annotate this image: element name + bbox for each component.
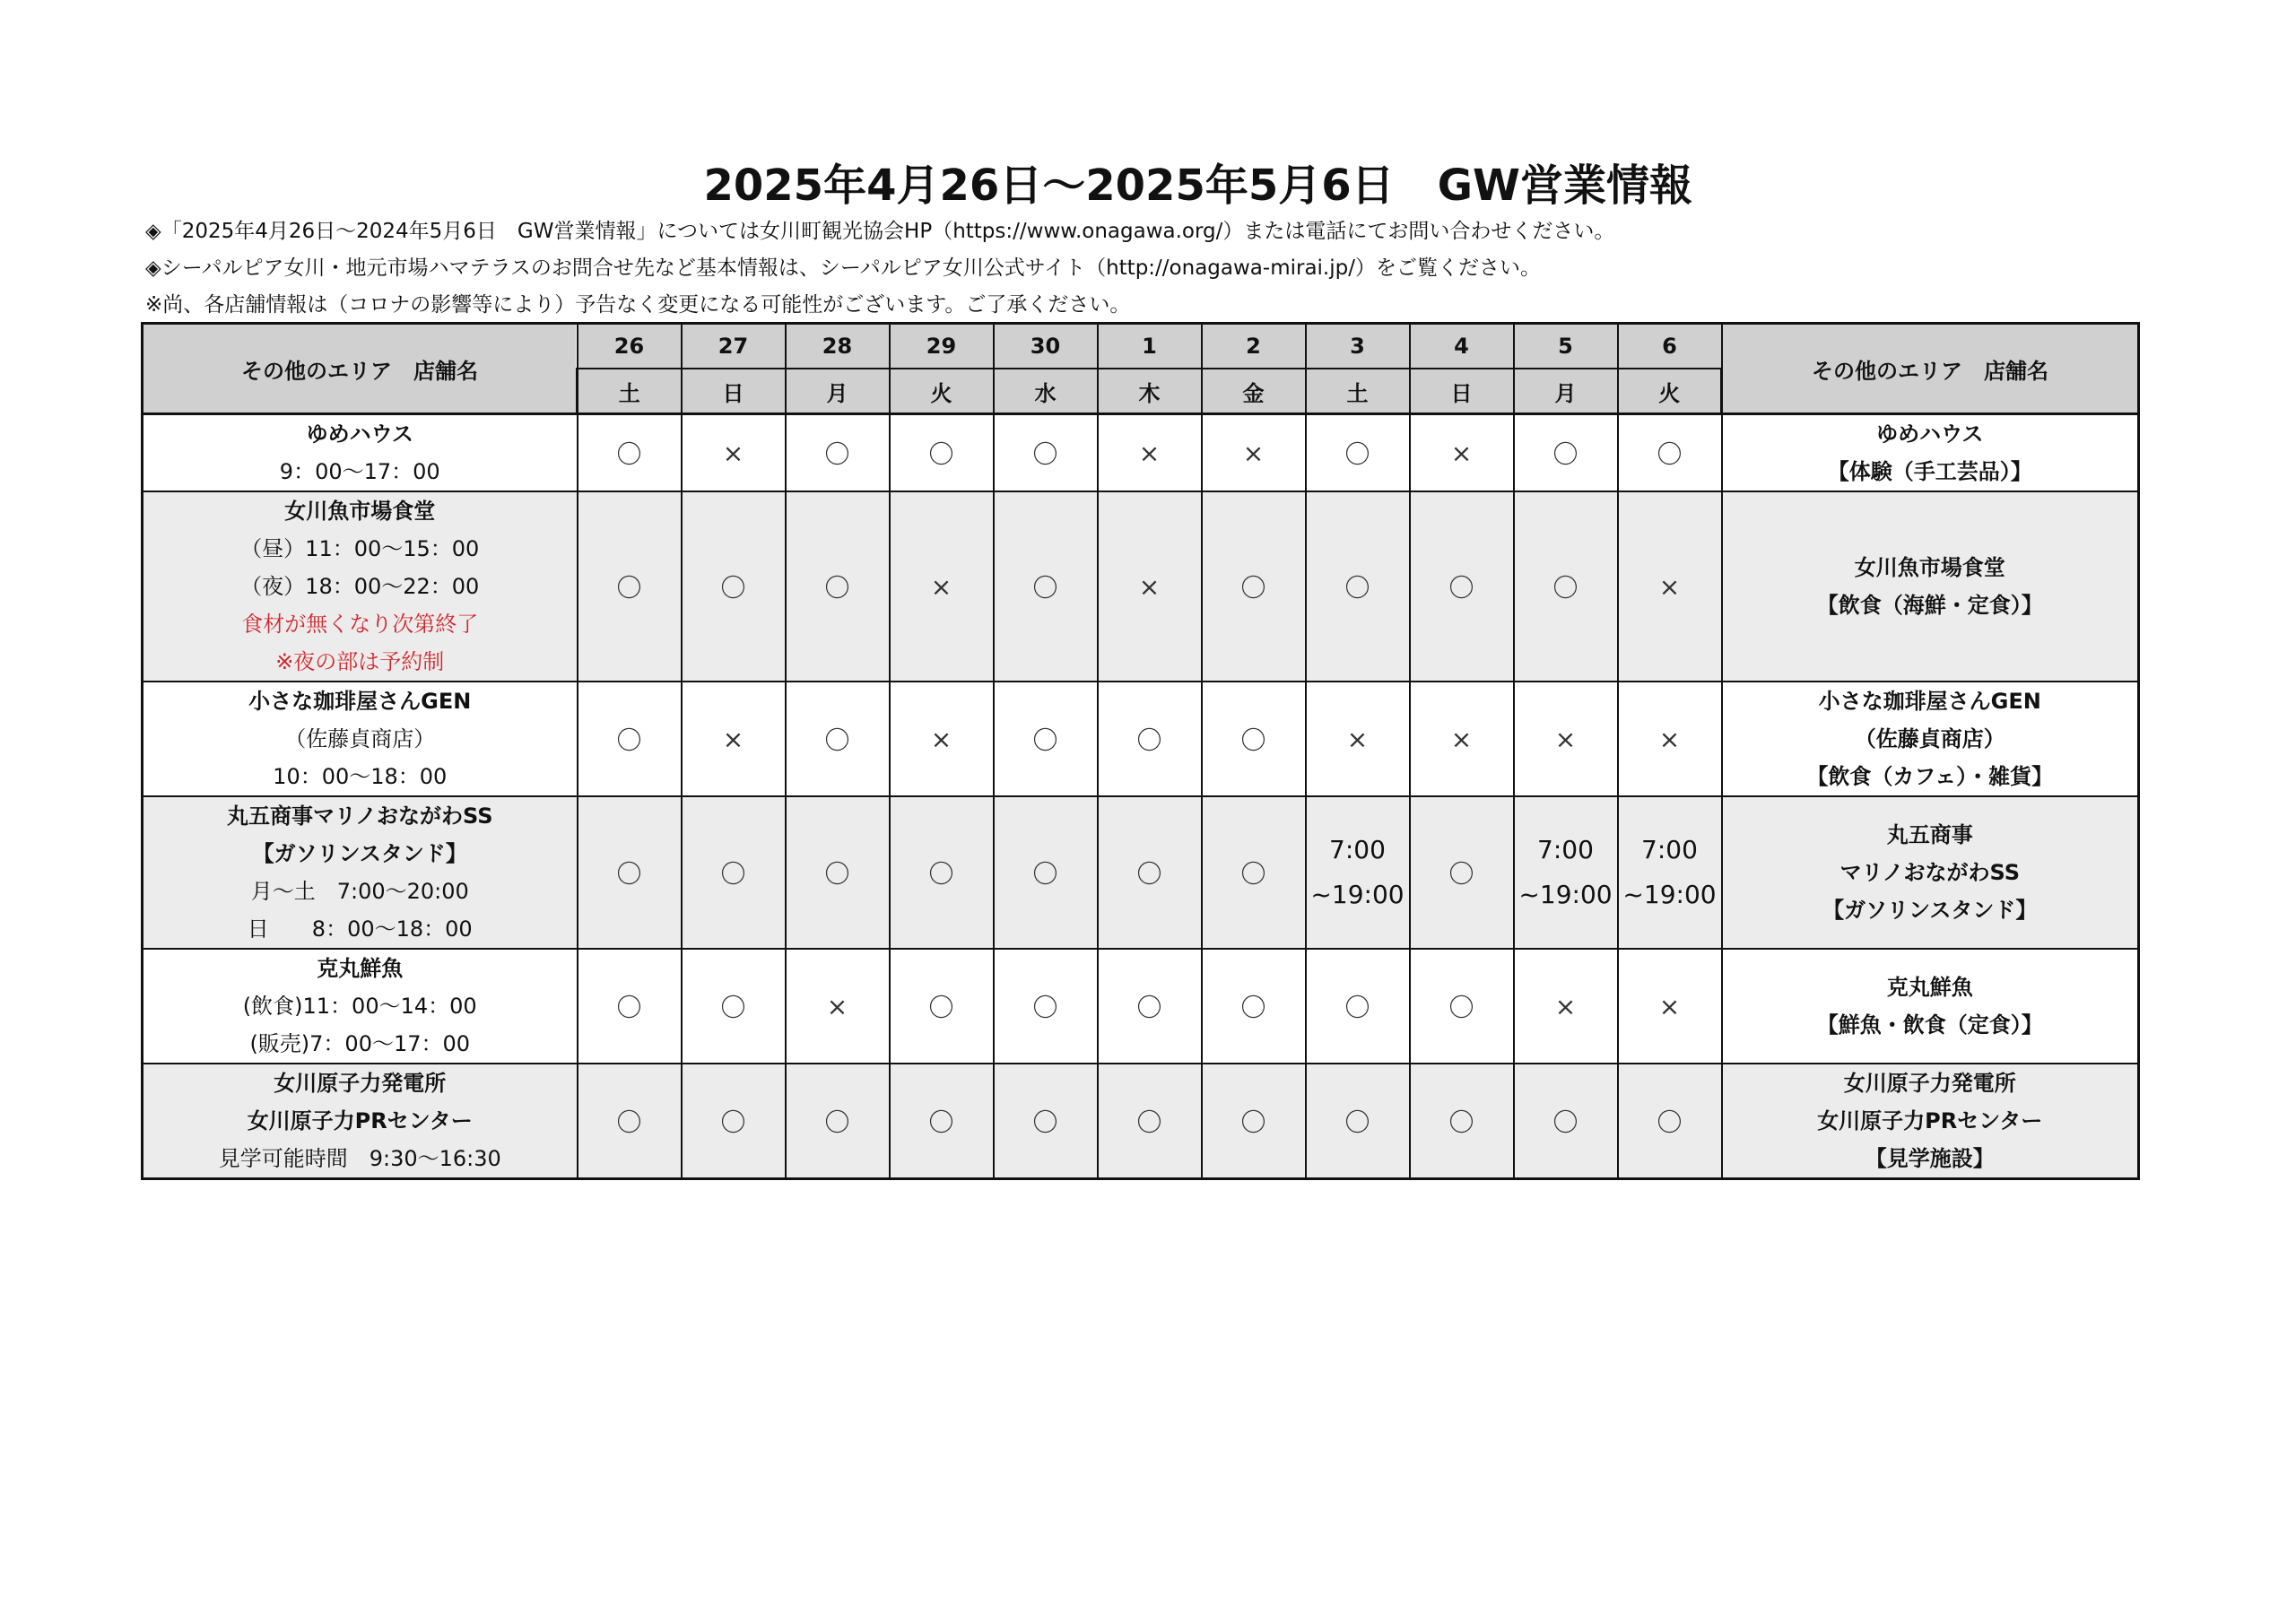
open-mark: 〇 — [1306, 491, 1410, 682]
open-mark: 〇 — [994, 414, 1098, 492]
weekday-header-cell: 日 — [1410, 369, 1514, 414]
date-header-cell: 4 — [1410, 324, 1514, 369]
weekday-header-cell: 金 — [1202, 369, 1306, 414]
open-mark: 〇 — [578, 1064, 682, 1179]
store-category-line: 【鮮魚・飲食（定食）】 — [1816, 1012, 2043, 1038]
closed-mark: × — [1202, 414, 1306, 492]
open-mark: 〇 — [1306, 949, 1410, 1064]
store-category-line: 丸五商事 — [1886, 822, 1973, 847]
store-category-cell — [1722, 491, 2139, 682]
open-mark: 〇 — [1410, 1064, 1514, 1179]
store-info-line: 女川原子力発電所 — [274, 1071, 447, 1096]
store-category-cell — [1722, 949, 2139, 1064]
table-row — [143, 414, 2139, 492]
store-category-cell — [1722, 796, 2139, 949]
table-row — [143, 796, 2139, 949]
store-info-cell — [143, 1064, 578, 1179]
date-header-cell: 28 — [786, 324, 890, 369]
hours-cell — [1306, 796, 1410, 949]
store-category-line: 小さな珈琲屋さんGEN — [1818, 689, 2041, 714]
page-title: 2025年4月26日～2025年5月6日 GW営業情報 — [703, 161, 1692, 211]
date-header-cell: 5 — [1514, 324, 1618, 369]
closed-mark: × — [1306, 682, 1410, 796]
open-mark: 〇 — [682, 949, 786, 1064]
closed-mark: × — [1618, 682, 1722, 796]
weekday-header-cell: 日 — [682, 369, 786, 414]
open-mark: 〇 — [1410, 949, 1514, 1064]
date-header-cell: 1 — [1098, 324, 1202, 369]
weekday-header-cell: 土 — [1306, 369, 1410, 414]
store-info-line: （昼）11：00～15：00 — [240, 536, 480, 561]
open-mark: 〇 — [786, 682, 890, 796]
open-mark: 〇 — [1202, 949, 1306, 1064]
open-mark: 〇 — [994, 1064, 1098, 1179]
store-category-line: 女川原子力PRセンター — [1817, 1108, 2043, 1133]
table-row — [143, 949, 2139, 1064]
open-mark: 〇 — [994, 682, 1098, 796]
open-mark: 〇 — [1202, 796, 1306, 949]
open-mark: 〇 — [578, 414, 682, 492]
hours-text: 7:00 — [1537, 835, 1594, 864]
store-category-cell — [1722, 682, 2139, 796]
table-row — [143, 491, 2139, 682]
hours-text: 7:00 — [1329, 835, 1386, 864]
store-category-line: 女川魚市場食堂 — [1854, 555, 2005, 580]
store-info-line: 女川魚市場食堂 — [284, 499, 436, 524]
date-header-cell: 3 — [1306, 324, 1410, 369]
closed-mark: × — [1098, 414, 1202, 492]
store-info-cell — [143, 796, 578, 949]
weekday-header-cell: 火 — [1618, 369, 1722, 414]
closed-mark: × — [890, 682, 994, 796]
store-info-line: 【ガソリンスタンド】 — [252, 841, 467, 866]
store-info-line: 月～土 7:00～20:00 — [250, 879, 469, 904]
store-category-line: 克丸鮮魚 — [1886, 975, 1973, 1000]
open-mark: 〇 — [578, 682, 682, 796]
open-mark: 〇 — [682, 1064, 786, 1179]
store-info-line: 女川原子力PRセンター — [247, 1108, 473, 1133]
schedule-table — [141, 322, 2140, 1180]
store-info-line: 10：00～18：00 — [273, 764, 448, 789]
store-category-line: マリノおながわSS — [1839, 860, 2021, 885]
store-category-line: 【ガソリンスタンド】 — [1822, 898, 2038, 923]
store-info-line: 丸五商事マリノおながわSS — [226, 803, 493, 829]
store-info-line: 見学可能時間 9:30～16:30 — [218, 1146, 501, 1171]
date-header-cell: 29 — [890, 324, 994, 369]
note-line-1: ◈「2025年4月26日～2024年5月6日 GW営業情報」については女川町観光協会HP（https://www.onagawa.org/）または電話にてお問い合わせください。 — [145, 220, 1615, 243]
open-mark: 〇 — [1098, 949, 1202, 1064]
open-mark: 〇 — [1514, 491, 1618, 682]
store-info-line: 日 8：00～18：00 — [247, 916, 473, 942]
open-mark: 〇 — [994, 796, 1098, 949]
hours-text: ~19:00 — [1622, 880, 1717, 909]
store-category-line: 【飲食（海鮮・定食）】 — [1816, 593, 2043, 618]
closed-mark: × — [1098, 491, 1202, 682]
store-info-line: ※夜の部は予約制 — [275, 649, 445, 674]
weekday-header-cell: 月 — [1514, 369, 1618, 414]
open-mark: 〇 — [578, 491, 682, 682]
store-info-cell — [143, 682, 578, 796]
open-mark: 〇 — [994, 949, 1098, 1064]
store-info-line: (飲食)11：00～14：00 — [242, 994, 477, 1019]
date-header-cell: 26 — [578, 324, 682, 369]
open-mark: 〇 — [890, 414, 994, 492]
store-category-cell — [1722, 414, 2139, 492]
closed-mark: × — [1514, 949, 1618, 1064]
closed-mark: × — [1514, 682, 1618, 796]
open-mark: 〇 — [578, 796, 682, 949]
store-category-line: 【見学施設】 — [1865, 1146, 1995, 1171]
closed-mark: × — [682, 414, 786, 492]
open-mark: 〇 — [682, 796, 786, 949]
open-mark: 〇 — [786, 1064, 890, 1179]
hours-cell — [1618, 796, 1722, 949]
weekday-header-cell: 月 — [786, 369, 890, 414]
table-body — [143, 414, 2139, 1179]
store-info-line: 食材が無くなり次第終了 — [241, 612, 479, 637]
store-info-line: 克丸鮮魚 — [317, 956, 404, 981]
weekday-header-cell: 木 — [1098, 369, 1202, 414]
open-mark: 〇 — [578, 949, 682, 1064]
store-info-line: （佐藤貞商店） — [284, 726, 436, 751]
closed-mark: × — [682, 682, 786, 796]
hours-text: ~19:00 — [1310, 880, 1405, 909]
store-info-cell — [143, 414, 578, 492]
open-mark: 〇 — [1098, 682, 1202, 796]
store-category-line: 【体験（手工芸品）】 — [1827, 459, 2032, 484]
hours-cell — [1514, 796, 1618, 949]
date-header-cell: 27 — [682, 324, 786, 369]
open-mark: 〇 — [1618, 1064, 1722, 1179]
open-mark: 〇 — [1098, 1064, 1202, 1179]
weekday-header-cell: 火 — [890, 369, 994, 414]
store-info-cell — [143, 491, 578, 682]
open-mark: 〇 — [890, 796, 994, 949]
open-mark: 〇 — [1514, 1064, 1618, 1179]
store-category-line: 女川原子力発電所 — [1843, 1071, 2016, 1096]
open-mark: 〇 — [1618, 414, 1722, 492]
open-mark: 〇 — [1410, 796, 1514, 949]
store-category-line: （佐藤貞商店） — [1854, 726, 2005, 751]
date-header-cell: 2 — [1202, 324, 1306, 369]
closed-mark: × — [890, 491, 994, 682]
closed-mark: × — [1618, 949, 1722, 1064]
store-category-cell — [1722, 1064, 2139, 1179]
open-mark: 〇 — [1306, 1064, 1410, 1179]
store-category-line: ゆめハウス — [1876, 421, 1984, 447]
open-mark: 〇 — [1306, 414, 1410, 492]
store-info-cell — [143, 949, 578, 1064]
closed-mark: × — [786, 949, 890, 1064]
hours-text: 7:00 — [1641, 835, 1698, 864]
store-info-line: 小さな珈琲屋さんGEN — [248, 689, 472, 714]
note-line-3: ※尚、各店舗情報は（コロナの影響等により）予告なく変更になる可能性がございます。ご了承ください。 — [145, 293, 1131, 317]
table-row — [143, 682, 2139, 796]
store-category-line: 【飲食（カフェ）・雑貨】 — [1806, 764, 2054, 789]
open-mark: 〇 — [1202, 1064, 1306, 1179]
open-mark: 〇 — [786, 796, 890, 949]
left-header: その他のエリア 店舗名 — [143, 324, 578, 414]
open-mark: 〇 — [890, 949, 994, 1064]
store-info-line: 9：00～17：00 — [279, 459, 440, 484]
open-mark: 〇 — [1202, 682, 1306, 796]
store-info-line: (販売)7：00～17：00 — [249, 1031, 471, 1056]
hours-text: ~19:00 — [1518, 880, 1613, 909]
store-info-line: （夜）18：00～22：00 — [240, 574, 480, 599]
open-mark: 〇 — [1514, 414, 1618, 492]
open-mark: 〇 — [682, 491, 786, 682]
note-line-2: ◈シーパルピア女川・地元市場ハマテラスのお問合せ先など基本情報は、シーパルピア女川公式サイト（http://onagawa-mirai.jp/）をご覧ください。 — [145, 256, 1541, 280]
right-header: その他のエリア 店舗名 — [1722, 324, 2139, 414]
open-mark: 〇 — [1202, 491, 1306, 682]
weekday-header-cell: 水 — [994, 369, 1098, 414]
store-info-line: ゆめハウス — [306, 421, 413, 447]
open-mark: 〇 — [890, 1064, 994, 1179]
closed-mark: × — [1410, 682, 1514, 796]
open-mark: 〇 — [994, 491, 1098, 682]
date-header-cell: 30 — [994, 324, 1098, 369]
weekday-header-cell: 土 — [578, 369, 682, 414]
date-header-cell: 6 — [1618, 324, 1722, 369]
open-mark: 〇 — [1410, 491, 1514, 682]
table-header — [143, 324, 2139, 414]
open-mark: 〇 — [786, 414, 890, 492]
open-mark: 〇 — [786, 491, 890, 682]
closed-mark: × — [1618, 491, 1722, 682]
table-row — [143, 1064, 2139, 1179]
closed-mark: × — [1410, 414, 1514, 492]
open-mark: 〇 — [1098, 796, 1202, 949]
